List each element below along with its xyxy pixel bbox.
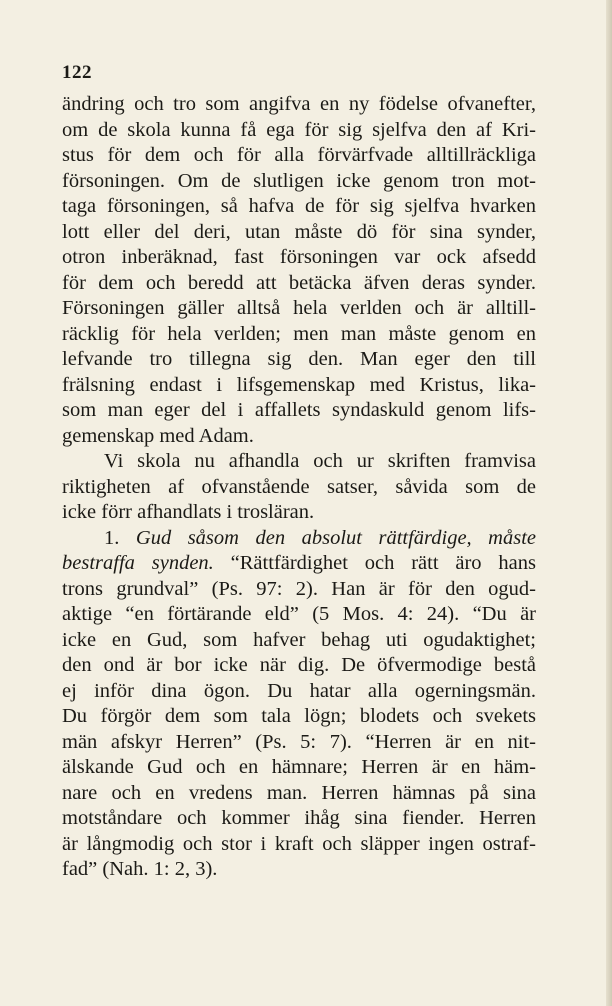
text-line: lott eller del deri, utan måste dö för sina synder, xyxy=(62,220,536,243)
text-line: om de skola kunna få ega för sig sjelfva den af Kri- xyxy=(62,118,536,141)
text-line xyxy=(62,526,536,552)
text-run: “Rättfärdighet och rätt äro hans xyxy=(213,552,536,574)
text-line: den ond är bor icke när dig. De öfvermodige bestå xyxy=(62,654,536,676)
page-number: 122 xyxy=(62,62,92,83)
text-line: icke en Gud, som hafver behag uti ogudaktighet; xyxy=(62,628,536,651)
text-line: riktigheten af ofvanstående satser, såvida som de xyxy=(62,475,536,498)
text-line: icke förr afhandlats i trosläran. xyxy=(62,501,315,523)
text-line: för dem och beredd att betäcka äfven deras synder. xyxy=(62,271,536,294)
text-line: gemenskap med Adam. xyxy=(62,424,254,447)
section-heading-italic: bestraffa synden. xyxy=(62,552,214,574)
text-line: stus för dem och för alla förvärfvade alltillräckliga xyxy=(62,144,536,166)
text-line: taga försoningen, så hafva de för sig sjelfva hvarken xyxy=(62,195,536,217)
text-line: ändring och tro som angifva en ny födelse ofvanefter, xyxy=(62,93,536,115)
text-line: älskande Gud och en hämnare; Herren är en häm- xyxy=(62,756,536,778)
section-number: 1. xyxy=(104,526,136,549)
page-edge xyxy=(606,0,612,1006)
text-line: nare och en vredens man. Herren hämnas på sina xyxy=(62,781,536,804)
body-text xyxy=(62,92,536,883)
text-line: frälsning endast i lifsgemenskap med Kristus, lika- xyxy=(62,373,536,396)
text-line: Vi skola nu afhandla och ur skriften framvisa xyxy=(104,450,536,472)
text-line xyxy=(62,551,536,577)
text-line: Du förgör dem som tala lögn; blodets och svekets xyxy=(62,705,536,727)
text-line: är långmodig och stor i kraft och släpper ingen ostraf- xyxy=(62,832,536,855)
section-heading-italic: Gud såsom den absolut rättfärdige, måste xyxy=(135,526,537,549)
text-line: räcklig för hela verlden; men man måste genom en xyxy=(62,322,536,345)
text-line: trons grundval” (Ps. 97: 2). Han är för den ogud- xyxy=(62,577,536,600)
text-line: Försoningen gäller alltså hela verlden och är alltill- xyxy=(62,297,536,319)
text-line: otron inberäknad, fast försoningen var ock afsedd xyxy=(62,246,536,268)
text-line: fad” (Nah. 1: 2, 3). xyxy=(62,858,218,880)
text-line: försoningen. Om de slutligen icke genom tron mot- xyxy=(62,169,536,192)
text-line: motståndare och kommer ihåg sina fiender. Herren xyxy=(62,807,536,829)
text-line: ej inför dina ögon. Du hatar alla ogerningsmän. xyxy=(62,679,536,702)
text-line: som man eger del i affallets syndaskuld genom lifs- xyxy=(62,399,536,421)
text-line: lefvande tro tillegna sig den. Man eger den till xyxy=(62,348,536,370)
text-line: aktige “en förtärande eld” (5 Mos. 4: 24). “Du är xyxy=(62,603,536,625)
text-line: män afskyr Herren” (Ps. 5: 7). “Herren är en nit- xyxy=(62,730,536,753)
